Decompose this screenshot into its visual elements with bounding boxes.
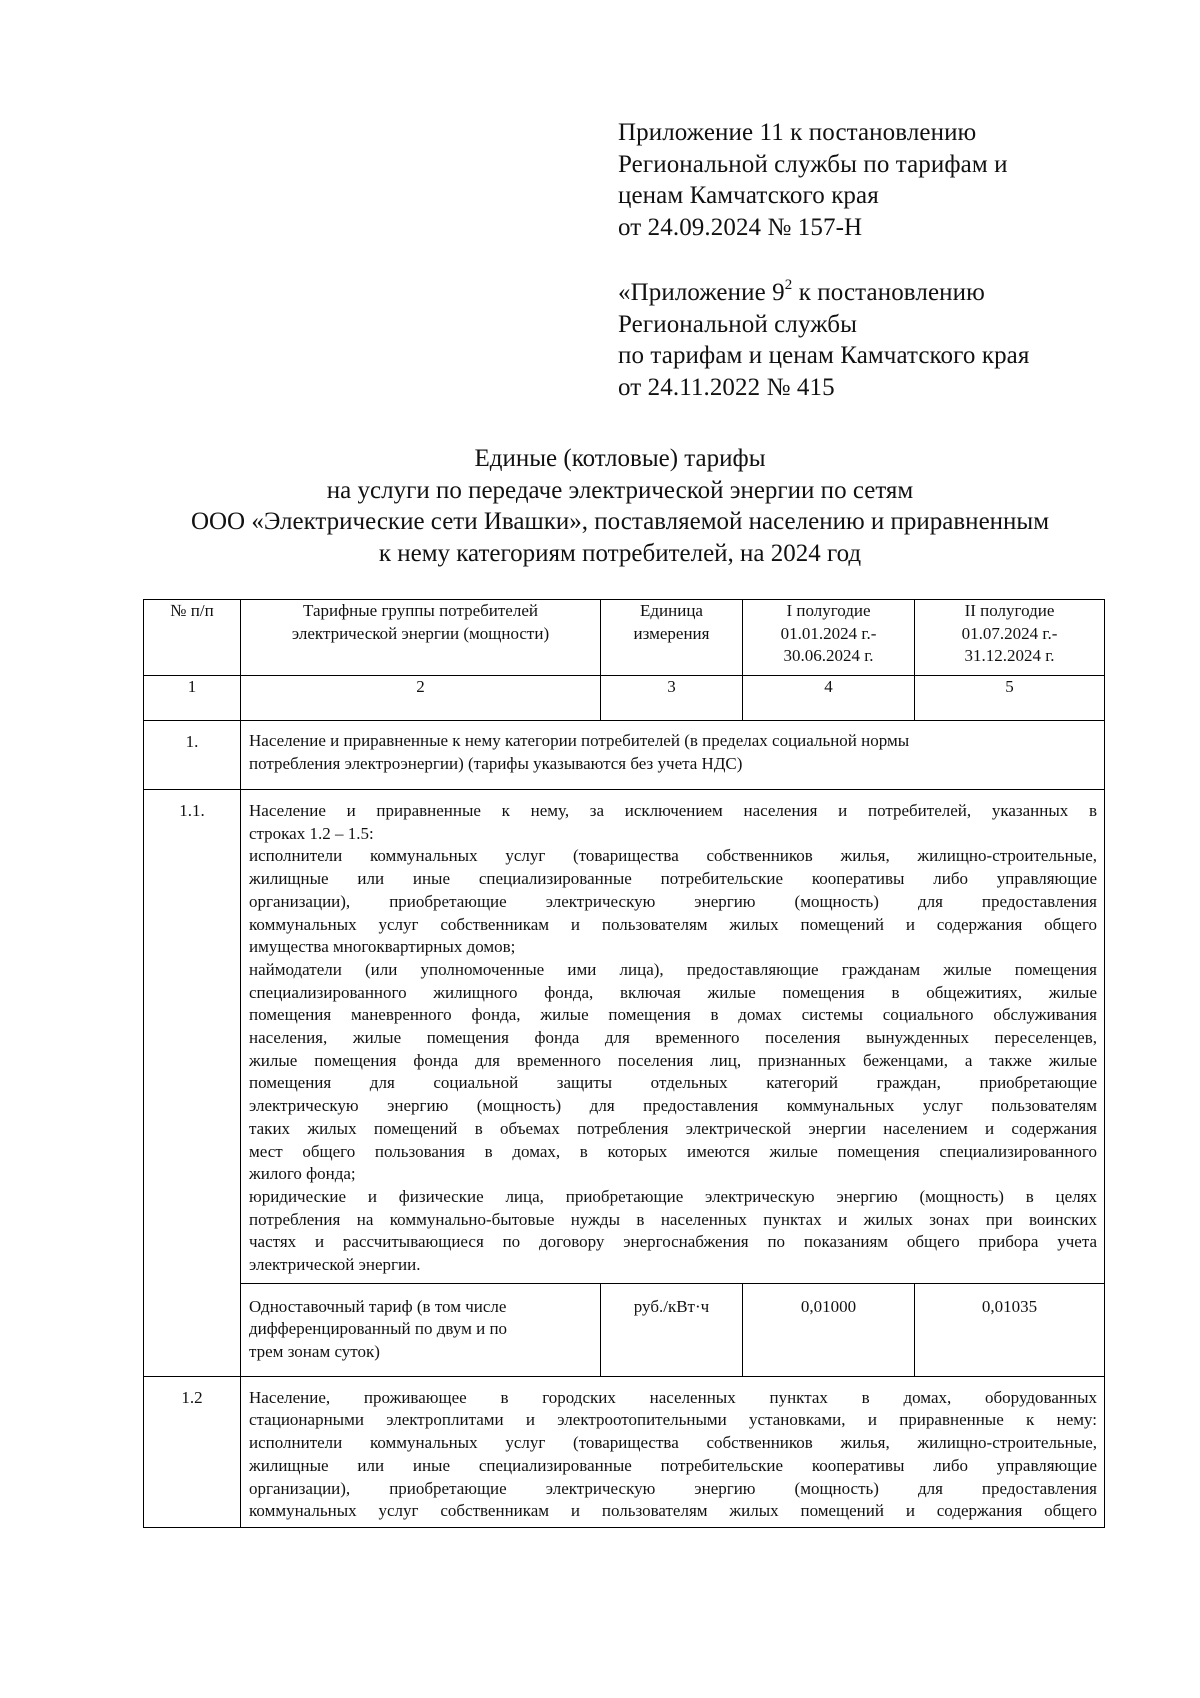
column-numbers-row [144, 676, 1105, 721]
header-text: 01.07.2024 г.- [961, 623, 1058, 643]
column-number: 2 [241, 676, 601, 721]
text-line: жилые помещения фонда для временного поселения лиц, признанных беженцами, а также жилые [249, 1050, 1097, 1070]
appendix-header-original [618, 277, 1138, 403]
text-line: частях и рассчитывающиеся по договору энергоснабжения по показаниям общего прибора учета [249, 1232, 1097, 1252]
tariff-table [143, 599, 1105, 1528]
header-cell-groups [241, 600, 601, 676]
tariff-label [241, 1283, 601, 1376]
text-line: жилищные или иные специализированные потребительские кооперативы либо управляющие [249, 869, 1097, 889]
section-text [241, 721, 1105, 790]
text-line: коммунальных услуг собственникам и пользователям жилых помещений и содержания общего [249, 1501, 1097, 1521]
title-line: ООО «Электрические сети Ивашки», поставляемой населению и приравненным [190, 508, 1050, 535]
appendix-line: по тарифам и ценам Камчатского края [618, 342, 1030, 369]
table-row-section-1 [144, 721, 1105, 790]
header-text: Единица [640, 601, 703, 620]
text-line: исполнители коммунальных услуг (товарищества собственников жилья, жилищно-строительные, [249, 846, 1097, 866]
text-line: стационарными электроплитами и электроотопительными установками, и приравненные к нему: [249, 1410, 1097, 1430]
header-cell-half2 [915, 600, 1105, 676]
column-number: 4 [743, 676, 915, 721]
header-cell-half1 [743, 600, 915, 676]
text-line: организации), приобретающие электрическую энергию (мощность) для предоставления [249, 1478, 1097, 1498]
text-line: таких жилых помещений в объемах потребления электрической энергии населением и содержания [249, 1118, 1097, 1138]
text-line: жилищные или иные специализированные потребительские кооперативы либо управляющие [249, 1455, 1097, 1475]
text-line: помещения для социальной защиты отдельных категорий граждан, приобретающие [249, 1073, 1097, 1093]
header-text: 01.01.2024 г.- [780, 623, 877, 643]
text-line: населения, жилые помещения фонда для временного поселения вынужденных переселенцев, [249, 1028, 1097, 1048]
text-line: помещения маневренного фонда, жилые помещения в домах системы социального обслуживания [249, 1005, 1097, 1025]
row-number: 1.1. [144, 790, 241, 1377]
header-text: I полугодие [786, 601, 871, 620]
row-description [241, 790, 1105, 1284]
text-line: электрической энергии. [249, 1255, 421, 1275]
appendix-line-text: «Приложение 9 [618, 279, 785, 306]
text-line: потребления на коммунально-бытовые нужды в населенных пунктах и жилых зонах при воинских [249, 1209, 1097, 1229]
title-line: Единые (котловые) тарифы [474, 445, 766, 472]
text-line: коммунальных услуг собственникам и пользователям жилых помещений и содержания общего [249, 914, 1097, 934]
header-text: Тарифные группы потребителей [303, 601, 538, 620]
appendix-line: Приложение 11 к постановлению [618, 119, 977, 146]
document-title [120, 443, 1120, 569]
appendix-line: ценам Камчатского края [618, 182, 879, 209]
text-line: организации), приобретающие электрическую энергию (мощность) для предоставления [249, 891, 1097, 911]
text-line: потребления электроэнергии) (тарифы указываются без учета НДС) [249, 753, 743, 773]
appendix-line: от 24.11.2022 № 415 [618, 373, 835, 401]
text-line: специализированного жилищного фонда, включая жилые помещения в общежитиях, жилые [249, 982, 1097, 1002]
text-line: имущества многоквартирных домов; [249, 937, 516, 957]
header-text: II полугодие [964, 601, 1055, 620]
header-text: 30.06.2024 г. [783, 646, 874, 666]
table-row-1-1 [144, 790, 1105, 1284]
column-number: 3 [601, 676, 743, 721]
header-cell-number [144, 600, 241, 676]
title-line: к нему категориям потребителей, на 2024 год [378, 539, 862, 567]
header-text: измерения [633, 623, 710, 643]
column-number: 5 [915, 676, 1105, 721]
appendix-line-text: к постановлению [792, 279, 985, 306]
text-line: трем зонам суток) [249, 1342, 380, 1362]
header-text: № п/п [170, 601, 214, 620]
text-line: Население и приравненные к нему, за исключением населения и потребителей, указанных в [249, 801, 1097, 820]
row-description [241, 1376, 1105, 1527]
text-line: юридические и физические лица, приобретающие электрическую энергию (мощность) в целях [249, 1186, 1097, 1206]
tariff-value-h2: 0,01035 [915, 1283, 1105, 1376]
table-row-1-1-tariff [144, 1283, 1105, 1376]
header-cell-unit [601, 600, 743, 676]
appendix-line [618, 277, 1138, 309]
table-header-row [144, 600, 1105, 676]
text-line: жилого фонда; [249, 1164, 356, 1184]
row-number: 1.2 [144, 1376, 241, 1527]
text-line: наймодатели (или уполномоченные ими лица), предоставляющие гражданам жилые помещения [249, 959, 1097, 979]
appendix-header-current [618, 117, 1138, 243]
title-line: на услуги по передаче электрической энергии по сетям [326, 476, 914, 504]
text-line: строках 1.2 – 1.5: [249, 823, 374, 843]
row-number: 1. [144, 721, 241, 790]
text-line: Население и приравненные к нему категории потребителей (в пределах социальной нормы [249, 731, 910, 750]
header-text: 31.12.2024 г. [964, 646, 1055, 666]
column-number: 1 [144, 676, 241, 721]
superscript: 2 [784, 276, 793, 293]
text-line: исполнители коммунальных услуг (товарищества собственников жилья, жилищно-строительные, [249, 1433, 1097, 1453]
text-line: электрическую энергию (мощность) для предоставления коммунальных услуг пользователям [249, 1096, 1097, 1116]
header-text: электрической энергии (мощности) [291, 623, 550, 643]
text-line: дифференцированный по двум и по [249, 1319, 508, 1339]
text-line: мест общего пользования в домах, в которых имеются жилые помещения специализированного [249, 1141, 1097, 1161]
text-line: Одноставочный тариф (в том числе [249, 1296, 507, 1316]
tariff-value-h1: 0,01000 [743, 1283, 915, 1376]
table-row-1-2 [144, 1376, 1105, 1527]
tariff-unit: руб./кВт·ч [601, 1283, 743, 1376]
appendix-line: от 24.09.2024 № 157-Н [618, 213, 863, 241]
appendix-line: Региональной службы [618, 310, 857, 338]
appendix-line: Региональной службы по тарифам и [618, 150, 1008, 178]
text-line: Население, проживающее в городских населенных пунктах в домах, оборудованных [249, 1387, 1097, 1407]
